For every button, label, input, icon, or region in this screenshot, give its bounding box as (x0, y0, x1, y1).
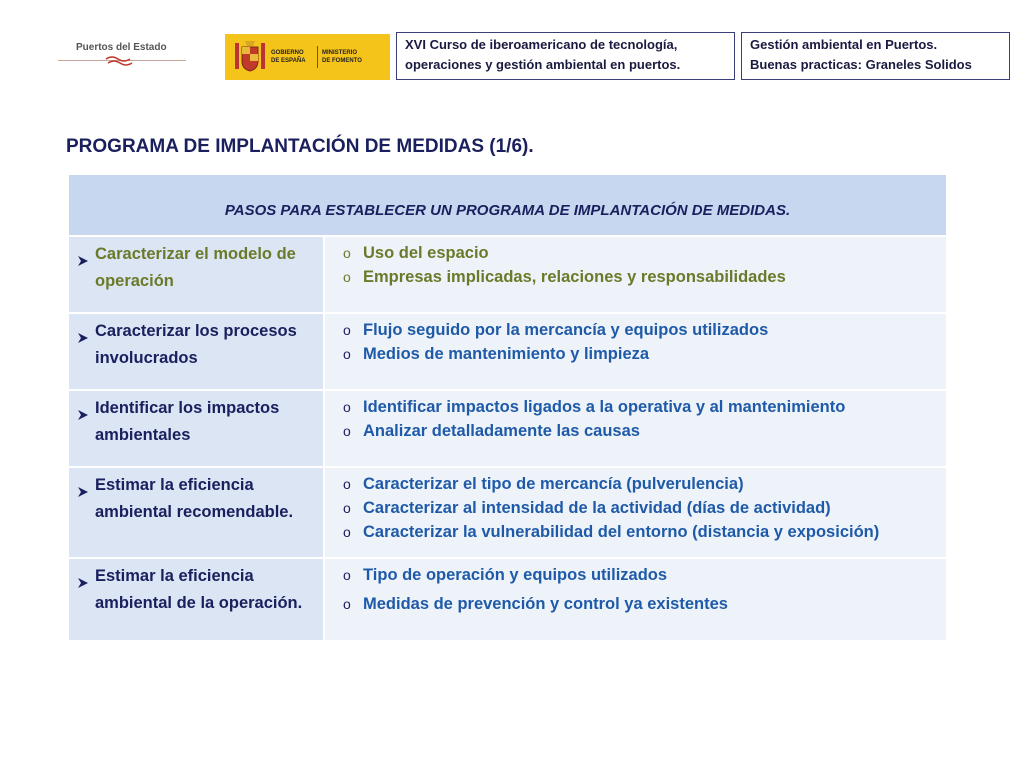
step-cell (69, 391, 325, 466)
course-title-line1: XVI Curso de iberoamericano de tecnología, (405, 37, 678, 52)
items-cell (325, 559, 946, 640)
course-title-box (396, 32, 735, 80)
step-cell (69, 559, 325, 640)
item-text: Empresas implicadas, relaciones y responsabilidades (363, 268, 786, 286)
step-label: Identificar los impactos ambientales (95, 399, 280, 444)
step-label: Caracterizar el modelo de operación (95, 245, 296, 290)
arrow-bullet-icon (77, 563, 95, 617)
item-text: Identificar impactos ligados a la operativa y al mantenimiento (363, 398, 846, 416)
item-text: Caracterizar el tipo de mercancía (pulverulencia) (363, 475, 744, 493)
item-text: Uso del espacio (363, 244, 489, 262)
step-cell (69, 237, 325, 312)
items-cell (325, 237, 946, 312)
puertos-del-estado-logo (58, 38, 186, 72)
table-row (69, 559, 946, 642)
puertos-logo-text: Puertos del Estado (76, 42, 167, 53)
item-text: Tipo de operación y equipos utilizados (363, 566, 668, 584)
item-text: Flujo seguido por la mercancía y equipos utilizados (363, 321, 769, 339)
step-label: Caracterizar los procesos involucrados (95, 322, 297, 367)
circle-bullet-icon: o (343, 346, 351, 362)
topic-title-line1: Gestión ambiental en Puertos. (750, 37, 938, 52)
topic-title-line2: Buenas practicas: Graneles Solidos (750, 57, 972, 72)
arrow-bullet-icon (77, 472, 95, 526)
circle-bullet-icon: o (343, 567, 351, 583)
page-title: PROGRAMA DE IMPLANTACIÓN DE MEDIDAS (1/6). (66, 136, 534, 157)
table-row (69, 468, 946, 559)
table-row (69, 237, 946, 314)
circle-bullet-icon: o (343, 423, 351, 439)
circle-bullet-icon: o (343, 245, 351, 261)
circle-bullet-icon: o (343, 399, 351, 415)
logo-separator (317, 46, 318, 68)
table-row (69, 391, 946, 468)
step-cell (69, 314, 325, 389)
wave-icon (104, 54, 134, 68)
steps-table (69, 175, 946, 642)
table-row (69, 314, 946, 391)
circle-bullet-icon: o (343, 269, 351, 285)
step-cell (69, 468, 325, 557)
circle-bullet-icon: o (343, 524, 351, 540)
circle-bullet-icon: o (343, 596, 351, 612)
item-text: Analizar detalladamente las causas (363, 422, 640, 440)
arrow-bullet-icon (77, 318, 95, 372)
item-text: Medios de mantenimiento y limpieza (363, 345, 650, 363)
circle-bullet-icon: o (343, 322, 351, 338)
step-label: Estimar la eficiencia ambiental de la operación. (95, 567, 303, 612)
topic-title-box (741, 32, 1010, 80)
item-text: Medidas de prevención y control ya existentes (363, 595, 728, 613)
arrow-bullet-icon (77, 241, 95, 295)
items-cell (325, 391, 946, 466)
table-header: PASOS PARA ESTABLECER UN PROGRAMA DE IMPLANTACIÓN DE MEDIDAS. (69, 175, 946, 237)
circle-bullet-icon: o (343, 476, 351, 492)
arrow-bullet-icon (77, 395, 95, 449)
gobierno-text: GOBIERNO DE ESPAÑA (271, 50, 306, 64)
course-title-line2: operaciones y gestión ambiental en puertos. (405, 57, 681, 72)
gobierno-espana-logo (225, 34, 390, 80)
step-label: Estimar la eficiencia ambiental recomendable. (95, 476, 294, 521)
items-cell (325, 468, 946, 557)
ministerio-text: MINISTERIO DE FOMENTO (322, 50, 362, 64)
circle-bullet-icon: o (343, 500, 351, 516)
item-text: Caracterizar al intensidad de la actividad (días de actividad) (363, 499, 831, 517)
item-text: Caracterizar la vulnerabilidad del entorno (distancia y exposición) (363, 523, 880, 541)
coat-of-arms-icon (233, 39, 267, 75)
items-cell (325, 314, 946, 389)
